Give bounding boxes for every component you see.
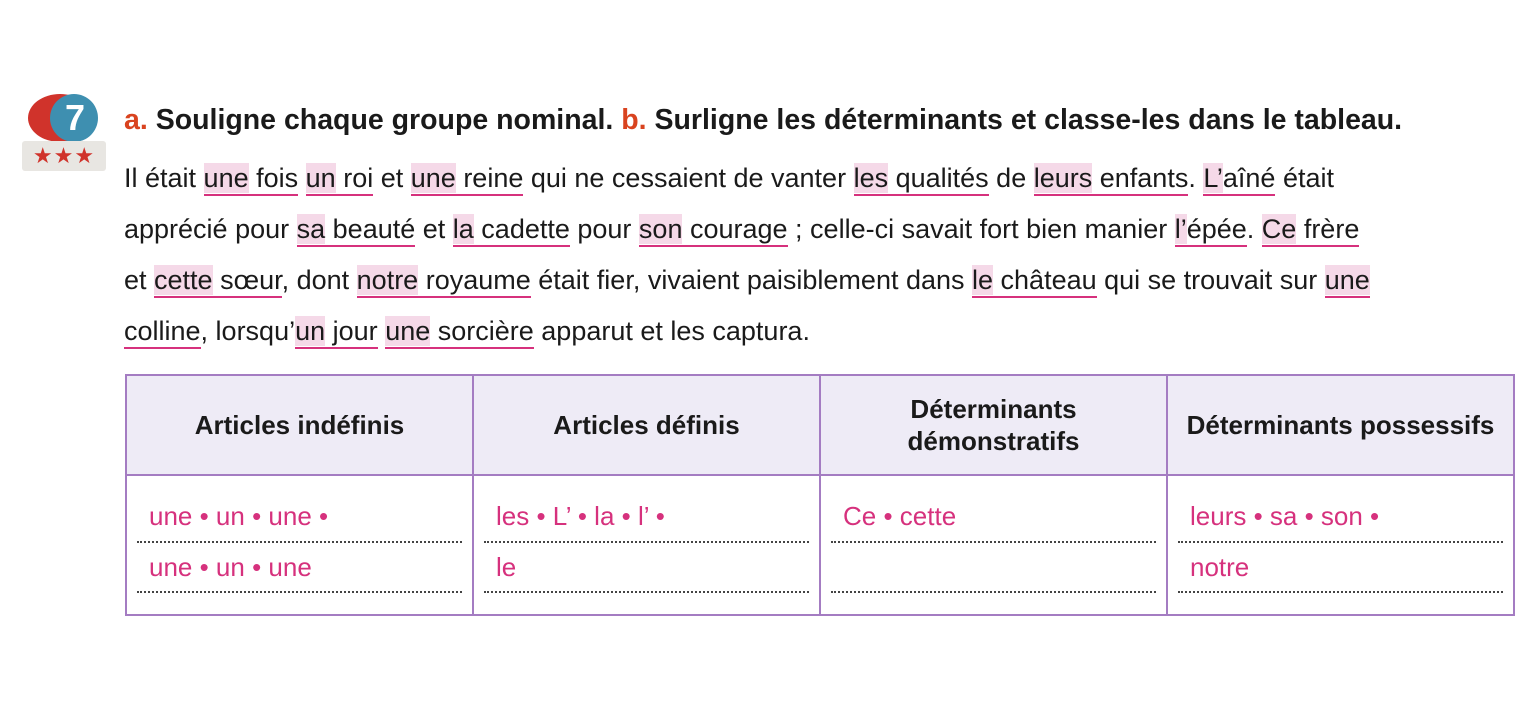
noun-text: roi — [335, 163, 374, 193]
groupe-nominal — [204, 163, 299, 196]
table-header-row — [126, 375, 1514, 475]
instruction-a-text: Souligne chaque groupe nominal. — [147, 104, 622, 136]
passage-text-segment: et — [373, 163, 411, 193]
noun-text: colline — [124, 316, 201, 346]
groupe-nominal — [411, 163, 524, 196]
header-determinants-demonstratifs — [820, 375, 1167, 475]
noun-text: cadette — [473, 214, 570, 244]
noun-text: aîné — [1222, 163, 1276, 193]
answer-line[interactable] — [831, 543, 1156, 593]
determinant-highlight: un — [295, 316, 326, 346]
noun-text: reine — [455, 163, 524, 193]
passage-text-segment: , dont — [281, 265, 357, 295]
noun-text: sorcière — [430, 316, 534, 346]
noun-text: courage — [682, 214, 788, 244]
groupe-nominal — [972, 265, 1097, 298]
determinant-highlight: une — [385, 316, 431, 346]
noun-text: enfants — [1092, 163, 1189, 193]
determinant-highlight: une — [203, 163, 249, 193]
answer-cell-demonstratifs — [820, 475, 1167, 615]
header-articles-definis: Articles définis — [473, 375, 820, 475]
passage-text-segment: et — [124, 265, 155, 295]
noun-text: royaume — [418, 265, 531, 295]
determinant-highlight: notre — [356, 265, 419, 295]
determinant-highlight: L’ — [1203, 163, 1223, 193]
determinant-highlight: l’ — [1174, 214, 1187, 244]
passage-text-segment: Il était — [124, 163, 204, 193]
answer-line[interactable]: une • un • une — [137, 543, 462, 593]
instruction-b-text: Surligne les déterminants et classe-les dans le tableau. — [646, 104, 1403, 136]
groupe-nominal — [1175, 214, 1247, 247]
passage-text-segment: . — [1246, 214, 1262, 244]
groupe-nominal — [1325, 265, 1370, 298]
determinant-highlight: le — [972, 265, 994, 295]
passage-text — [124, 153, 1494, 357]
determinant-highlight: cette — [154, 265, 213, 295]
answer-line[interactable]: leurs • sa • son • — [1178, 492, 1503, 543]
answer-line[interactable]: une • un • une • — [137, 492, 462, 543]
header-articles-indefinis: Articles indéfinis — [126, 375, 473, 475]
passage-line — [124, 306, 1494, 357]
answer-line[interactable]: Ce • cette — [831, 492, 1156, 543]
answer-cell-definis — [473, 475, 820, 615]
groupe-nominal — [385, 316, 534, 349]
instruction-b-letter: b. — [621, 104, 647, 136]
passage-text-segment: était fier, vivaient paisiblement dans — [530, 265, 973, 295]
determinant-highlight: la — [452, 214, 474, 244]
passage-text-segment: . — [1188, 163, 1204, 193]
passage-text-segment: qui ne cessaient de vanter — [523, 163, 854, 193]
groupe-nominal — [1203, 163, 1275, 196]
header-determinants-possessifs: Déterminants possessifs — [1167, 375, 1514, 475]
groupe-nominal — [295, 316, 378, 349]
answer-line[interactable]: le — [484, 543, 809, 593]
noun-text: château — [993, 265, 1097, 295]
table-answer-row — [126, 475, 1514, 615]
passage-text-segment: apparut et les captura. — [533, 316, 810, 346]
passage-text-segment: et — [415, 214, 453, 244]
passage-text-segment: ; celle-ci savait fort bien manier — [787, 214, 1175, 244]
groupe-nominal — [124, 316, 201, 349]
noun-text: fois — [248, 163, 299, 193]
answer-cell-indefinis — [126, 475, 473, 615]
passage-text-segment: pour — [569, 214, 639, 244]
determinant-highlight: un — [305, 163, 336, 193]
passage-line — [124, 204, 1494, 255]
noun-text: jour — [325, 316, 378, 346]
noun-text: sœur — [212, 265, 282, 295]
passage-text-segment: de — [988, 163, 1034, 193]
header-demonstratifs-text: Déterminants démonstratifs — [907, 394, 1080, 456]
groupe-nominal — [1262, 214, 1360, 247]
exercise-instruction — [124, 104, 1402, 137]
noun-text: beauté — [325, 214, 416, 244]
groupe-nominal — [297, 214, 416, 247]
groupe-nominal — [453, 214, 570, 247]
determinant-highlight: sa — [296, 214, 326, 244]
answer-line[interactable]: notre — [1178, 543, 1503, 593]
instruction-a-letter: a. — [124, 104, 148, 136]
exercise-badge — [22, 93, 110, 179]
noun-text: frère — [1296, 214, 1360, 244]
determinant-highlight: son — [638, 214, 683, 244]
passage-text-segment — [298, 163, 306, 193]
groupe-nominal — [154, 265, 282, 298]
passage-line — [124, 255, 1494, 306]
passage-text-segment: apprécié pour — [124, 214, 297, 244]
answer-line[interactable]: les • L’ • la • l’ • — [484, 492, 809, 543]
determinant-highlight: Ce — [1261, 214, 1297, 244]
passage-text-segment: qui se trouvait sur — [1096, 265, 1325, 295]
determinant-highlight: une — [1324, 265, 1370, 295]
difficulty-stars: ★★★ — [22, 141, 106, 171]
determinants-table — [125, 374, 1515, 616]
determinant-highlight: leurs — [1033, 163, 1093, 193]
passage-text-segment: était — [1275, 163, 1334, 193]
passage-line — [124, 153, 1494, 204]
groupe-nominal — [1034, 163, 1189, 196]
exercise-number: 7 — [64, 97, 86, 138]
determinant-highlight: une — [410, 163, 456, 193]
answer-cell-possessifs — [1167, 475, 1514, 615]
noun-text: qualités — [888, 163, 989, 193]
groupe-nominal — [357, 265, 531, 298]
determinant-highlight: les — [853, 163, 889, 193]
noun-text: épée — [1186, 214, 1247, 244]
passage-text-segment: , lorsqu’ — [200, 316, 296, 346]
groupe-nominal — [854, 163, 989, 196]
groupe-nominal — [306, 163, 374, 196]
groupe-nominal — [639, 214, 788, 247]
